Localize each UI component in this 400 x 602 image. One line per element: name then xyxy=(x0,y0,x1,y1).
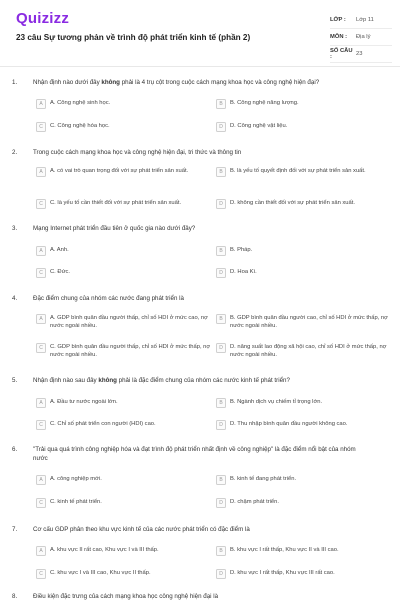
question-text-emphasis: không xyxy=(98,377,117,384)
option-c[interactable] xyxy=(36,498,212,508)
option-c[interactable] xyxy=(36,199,212,209)
option-c[interactable] xyxy=(36,343,212,359)
worksheet-header xyxy=(0,0,400,66)
option-text: B. GDP bình quân đầu người cao, chỉ số HDI ở mức thấp, nợ nước ngoài nhiều. xyxy=(230,315,388,329)
worksheet-title: 23 câu Sự tương phản về trình độ phát triển kinh tế (phần 2) xyxy=(16,33,251,42)
option-letter-box: D xyxy=(216,199,226,209)
option-letter-box: A xyxy=(36,475,46,485)
option-text: C. Đức. xyxy=(50,269,70,275)
option-letter-box: A xyxy=(36,546,46,556)
option-letter-box: C xyxy=(36,498,46,508)
question-number: 4. xyxy=(12,295,18,302)
meta-value: 23 xyxy=(356,51,363,57)
option-letter-box: D xyxy=(216,498,226,508)
option-a[interactable] xyxy=(36,398,212,408)
quizizz-logo: Quizizz xyxy=(16,10,70,27)
option-text: D. Thu nhập bình quân đầu người không cao. xyxy=(230,421,348,427)
question-text: Điều kiện đặc trưng của cách mạng khoa học công nghệ hiện đại là xyxy=(33,593,219,600)
option-letter-box: A xyxy=(36,246,46,256)
option-a[interactable] xyxy=(36,314,212,330)
meta-key: LỚP : xyxy=(330,17,346,23)
option-b[interactable] xyxy=(216,314,392,330)
option-b[interactable] xyxy=(216,99,392,109)
option-text: C. Công nghệ hóa học. xyxy=(50,123,110,129)
option-letter-box: C xyxy=(36,569,46,579)
option-text: C. Chỉ số phát triển con người (HDI) cao. xyxy=(50,421,156,427)
option-b[interactable] xyxy=(216,475,392,485)
option-text: D. Hoa Kì. xyxy=(230,269,257,275)
option-letter-box: D xyxy=(216,420,226,430)
option-d[interactable] xyxy=(216,343,392,359)
option-text: C. kinh tế phát triển. xyxy=(50,499,102,505)
option-letter-box: B xyxy=(216,167,226,177)
option-text: D. chậm phát triển. xyxy=(230,499,279,505)
option-letter-box: D xyxy=(216,569,226,579)
question-text xyxy=(33,377,363,386)
option-c[interactable] xyxy=(36,268,212,278)
option-c[interactable] xyxy=(36,420,212,430)
option-letter-box: A xyxy=(36,167,46,177)
option-a[interactable] xyxy=(36,246,212,256)
option-text: B. Công nghệ năng lượng. xyxy=(230,100,299,106)
option-letter-box: C xyxy=(36,122,46,132)
option-d[interactable] xyxy=(216,569,392,579)
option-text: A. GDP bình quân đầu người thấp, chỉ số HDI ở mức cao, nợ nước ngoài nhiều. xyxy=(50,315,208,329)
option-a[interactable] xyxy=(36,546,212,556)
option-letter-box: B xyxy=(216,314,226,324)
option-text: B. là yếu tố quyết định đối với sự phát triển sản xuất. xyxy=(230,168,366,174)
option-d[interactable] xyxy=(216,122,392,132)
option-a[interactable] xyxy=(36,475,212,485)
option-letter-box: B xyxy=(216,398,226,408)
meta-row-grade xyxy=(330,12,392,29)
option-letter-box: B xyxy=(216,246,226,256)
option-text: A. Công nghệ sinh học. xyxy=(50,100,111,106)
question-text xyxy=(33,79,363,88)
option-b[interactable] xyxy=(216,398,392,408)
option-text: D. năng suất lao động xã hội cao, chỉ số HDI ở mức thấp, nợ nước ngoài nhiều. xyxy=(230,344,387,358)
option-text: C. GDP bình quân đầu người thấp, chỉ số HDI ở mức thấp, nợ nước ngoài nhiều. xyxy=(50,344,211,358)
option-letter-box: A xyxy=(36,314,46,324)
question-number: 3. xyxy=(12,225,18,232)
question-number: 6. xyxy=(12,446,18,453)
option-text: C. khu vực I và III cao, Khu vực II thấp. xyxy=(50,570,151,576)
meta-row-question-count xyxy=(330,46,392,63)
meta-key: MÔN : xyxy=(330,34,348,40)
question-text: Cơ cấu GDP phân theo khu vực kinh tế của các nước phát triển có đặc điểm là xyxy=(33,526,250,533)
option-b[interactable] xyxy=(216,246,392,256)
option-b[interactable] xyxy=(216,167,392,177)
option-letter-box: D xyxy=(216,343,226,353)
meta-row-subject xyxy=(330,29,392,46)
option-letter-box: C xyxy=(36,268,46,278)
option-letter-box: B xyxy=(216,475,226,485)
option-text: B. Ngành dịch vụ chiếm tỉ trọng lớn. xyxy=(230,399,323,405)
option-letter-box: C xyxy=(36,343,46,353)
option-text: A. công nghiệp mới. xyxy=(50,476,102,482)
question-number: 2. xyxy=(12,149,18,156)
option-d[interactable] xyxy=(216,199,392,209)
option-letter-box: D xyxy=(216,268,226,278)
option-letter-box: B xyxy=(216,99,226,109)
meta-value: Lớp 11 xyxy=(356,17,374,23)
question-number: 7. xyxy=(12,526,18,533)
option-d[interactable] xyxy=(216,498,392,508)
header-divider xyxy=(0,66,400,67)
question-text-part: phải là đặc điểm chung của nhóm các nước kinh tế phát triển? xyxy=(116,377,290,384)
option-text: D. khu vực I rất thấp, Khu vực III rất cao. xyxy=(230,570,335,576)
question-number: 1. xyxy=(12,79,18,86)
question-text: Trong cuộc cách mạng khoa học và công nghệ hiện đại, tri thức và thông tin xyxy=(33,149,242,156)
option-a[interactable] xyxy=(36,99,212,109)
option-text: A. có vai trò quan trọng đối với sự phát triển sản xuất. xyxy=(50,168,189,174)
question-text-part: Nhận định nào sau đây xyxy=(33,377,99,384)
option-letter-box: A xyxy=(36,398,46,408)
option-text: A. khu vực II rất cao, Khu vực I và III thấp. xyxy=(50,547,159,553)
question-number: 5. xyxy=(12,377,18,384)
question-text-part: phải là 4 trụ cột trong cuộc cách mạng khoa học và công nghệ hiện đại? xyxy=(119,79,320,86)
question-text: Mạng Internet phát triển đầu tiên ở quốc gia nào dưới đây? xyxy=(33,225,196,232)
option-a[interactable] xyxy=(36,167,212,177)
option-letter-box: B xyxy=(216,546,226,556)
option-text: A. Anh. xyxy=(50,247,69,253)
meta-value: Địa lý xyxy=(356,34,371,40)
option-c[interactable] xyxy=(36,569,212,579)
option-d[interactable] xyxy=(216,420,392,430)
question-text: Đặc điểm chung của nhóm các nước đang phát triển là xyxy=(33,295,184,302)
question-text-part: Nhận định nào dưới đây xyxy=(33,79,102,86)
option-b[interactable] xyxy=(216,546,392,556)
option-letter-box: C xyxy=(36,420,46,430)
option-d[interactable] xyxy=(216,268,392,278)
option-c[interactable] xyxy=(36,122,212,132)
option-letter-box: A xyxy=(36,99,46,109)
option-text: A. Đầu tư nước ngoài lớn. xyxy=(50,399,118,405)
option-text: D. Công nghệ vật liệu. xyxy=(230,123,288,129)
option-text: D. không cần thiết đối với sự phát triển sản xuất. xyxy=(230,200,355,206)
option-text: B. khu vực I rất thấp, Khu vực II và III cao. xyxy=(230,547,339,553)
option-letter-box: C xyxy=(36,199,46,209)
option-text: C. là yếu tố cần thiết đối với sự phát triển sản xuất. xyxy=(50,200,182,206)
question-number: 8. xyxy=(12,593,18,600)
option-letter-box: D xyxy=(216,122,226,132)
meta-table xyxy=(330,12,392,63)
question-text-emphasis: không xyxy=(101,79,120,86)
option-text: B. Pháp. xyxy=(230,247,253,253)
meta-key: SỐ CÂU : xyxy=(330,48,353,60)
option-text: B. kinh tế đang phát triển. xyxy=(230,476,297,482)
question-text: "Trải qua quá trình công nghiệp hóa và đạt trình độ phát triển nhất định về công nghiệp" là đặc điểm nổi bật của nhóm nước xyxy=(33,446,356,462)
